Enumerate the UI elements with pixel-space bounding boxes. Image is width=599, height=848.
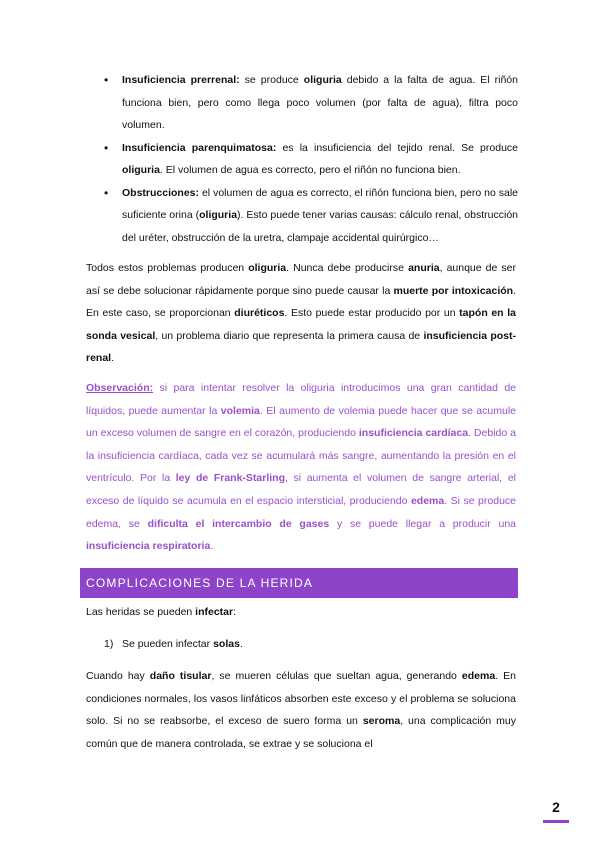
section-heading: COMPLICACIONES DE LA HERIDA [80,568,518,598]
numbered-item: 1) Se pueden infectar solas. [104,638,243,650]
page-number-underline [543,820,569,823]
page-number: 2 [552,799,560,815]
list-item: • Insuficiencia prerrenal: se produce oliguria debido a la falta de agua. El riñón funciona bien, pero como llega poco volumen (por falta de agua), filtra poco volumen. [104,69,518,137]
list-item: • Obstrucciones: el volumen de agua es correcto, el riñón funciona bien, pero no sale suficiente orina (oliguria). Esto puede tener varias causas: cálculo renal, obstrucción del uréter, obstrucción de la uretra, clampaje accidental quirúrgico… [104,182,518,250]
list-item: • Insuficiencia parenquimatosa: es la insuficiencia del tejido renal. Se produce oliguria. El volumen de agua es correcto, pero el riñón no funciona bien. [104,137,518,182]
observation-paragraph: Observación: si para intentar resolver la oliguria introducimos una gran cantidad de líquidos, puede aumentar la volemia. El aumento de volemia puede hacer que se acumule un exceso volumen de sangre en el corazón, produciendo insuficiencia cardíaca. Debido a la insuficiencia cardíaca, cada vez se acumulará más sangre, aumentando la presión en el ventrículo. Por la ley de Frank-Starling, si aumenta el volumen de sangre arterial, el exceso de líquido se acumula en el espacio intersticial, produciendo edema. Si se produce edema, se dificulta el intercambio de gases y se puede llegar a producir una insuficiencia respiratoria. [86,382,516,553]
bullet-list [104,69,518,249]
observation-label: Observación: [86,382,154,394]
paragraph-problems: Todos estos problemas producen oliguria. Nunca debe producirse anuria, aunque de ser así se debe solucionar rápidamente porque sino puede causar la muerte por intoxicación. En este caso, se proporcionan diuréticos. Esto puede estar producido por un tapón en la sonda vesical, un problema diario que representa la primera causa de insuficiencia post-renal. [86,262,517,365]
paragraph-heridas: Las heridas se pueden infectar: [86,606,237,618]
paragraph-dano-tisular: Cuando hay daño tisular, se mueren células que sueltan agua, generando edema. En condiciones normales, los vasos linfáticos absorben este exceso y el problema se soluciona solo. Si no se reabsorbe, el exceso de suero forma un seroma, una complicación muy común que de manera controlada, se extrae y se soluciona el [86,670,517,750]
